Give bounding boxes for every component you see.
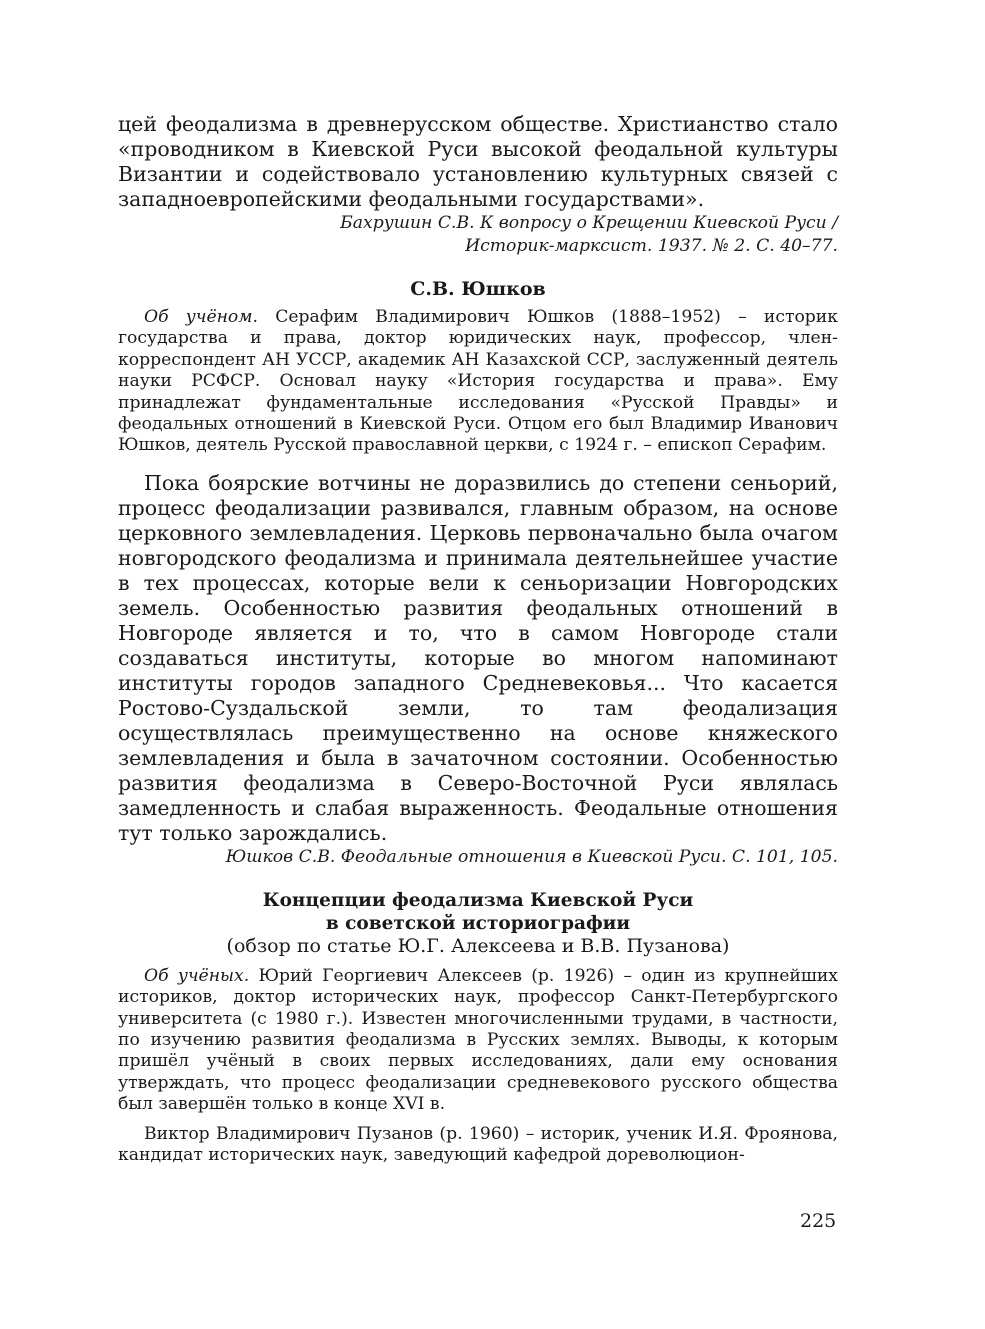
quote-citation-yushkov: Юшков С.В. Феодальные отношения в Киевской Руси. С. 101, 105. <box>225 846 838 867</box>
section-heading-yushkov: С.В. Юшков <box>410 278 546 300</box>
bio-text-yushkov: Серафим Владимирович Юшков (1888–1952) – историк государства и права, доктор юридических наук, профессор, член-корреспондент АН УССР, академик АН Казахской ССР, заслуженный деятель науки РСФСР. Основал науку «История государства и права». Ему принадлежат фундаментальные исследования «Русской Правды» и феодальных отношений в Киевской Руси. Отцом его был Владимир Иванович Юшков, деятель Русской православной церкви, с 1924 г. – епископ Серафим. <box>118 307 839 456</box>
bio-lead-alekseev: Об учёных. <box>144 965 250 986</box>
bio-paragraph-alekseev <box>118 966 838 1116</box>
page-number: 225 <box>800 1210 837 1232</box>
intro-paragraph: цей феодализма в древнерусском обществе. Христианство стало «проводником в Киевской Руси высокой феодальной культуры Византии и содействовало установлению культурных связей с западноевропейскими феодальными государствами». <box>118 112 838 211</box>
intro-citation-line-2: Историк-марксист. 1937. № 2. С. 40–77. <box>465 236 838 256</box>
page-body <box>118 112 838 1167</box>
section-heading-concepts-line-1: Концепции феодализма Киевской Руси <box>262 889 694 911</box>
bio-text-alekseev: Юрий Георгиевич Алексеев (р. 1926) – один из крупнейших историков, доктор исторических наук, профессор Санкт-Петербургского университета (с 1980 г.). Известен многочисленными трудами, в частности, по изучению развития феодализма в Русских землях. Выводы, к которым пришёл учёный в своих первых исследованиях, дали ему основания утверждать, что процесс феодализации средневекового русского общества был завершён только в конце XVI в. <box>118 965 838 1115</box>
bio-lead-yushkov: Об учёном. <box>144 307 258 327</box>
section-subheading: (обзор по статье Ю.Г. Алексеева и В.В. Пузанова) <box>226 934 730 957</box>
quote-paragraph-yushkov: Пока боярские вотчины не доразвились до степени сеньорий, процесс феодализации развивался, главным образом, на основе церковного землевладения. Церковь первоначально была очагом новгородского феодализма и принимала деятельнейшее участие в тех процессах, которые вели к сеньоризации Новгородских земель. Особенностью развития феодальных отношений в Новгороде является и то, что в самом Новгороде стали создаваться институты, которые во многом напоминают институты городов западного Средневековья... Что касается Ростово-Суздальской земли, то там феодализация осуществлялась преимущественно на основе княжеского землевладения и была в зачаточном состоянии. Особенностью развития феодализма в Северо-Восточной Руси являлась замедленность и слабая выраженность. Феодальные отношения тут только зарождались. <box>118 470 838 845</box>
section-heading-concepts-line-2: в советской историографии <box>325 912 631 934</box>
intro-citation-line-1: Бахрушин С.В. К вопросу о Крещении Киевской Руси / <box>340 213 838 233</box>
bio-paragraph-puzanov: Виктор Владимирович Пузанов (р. 1960) – историк, ученик И.Я. Фроянова, кандидат исторических наук, заведующий кафедрой дореволюцион- <box>118 1123 838 1166</box>
bio-paragraph-yushkov <box>118 307 838 457</box>
